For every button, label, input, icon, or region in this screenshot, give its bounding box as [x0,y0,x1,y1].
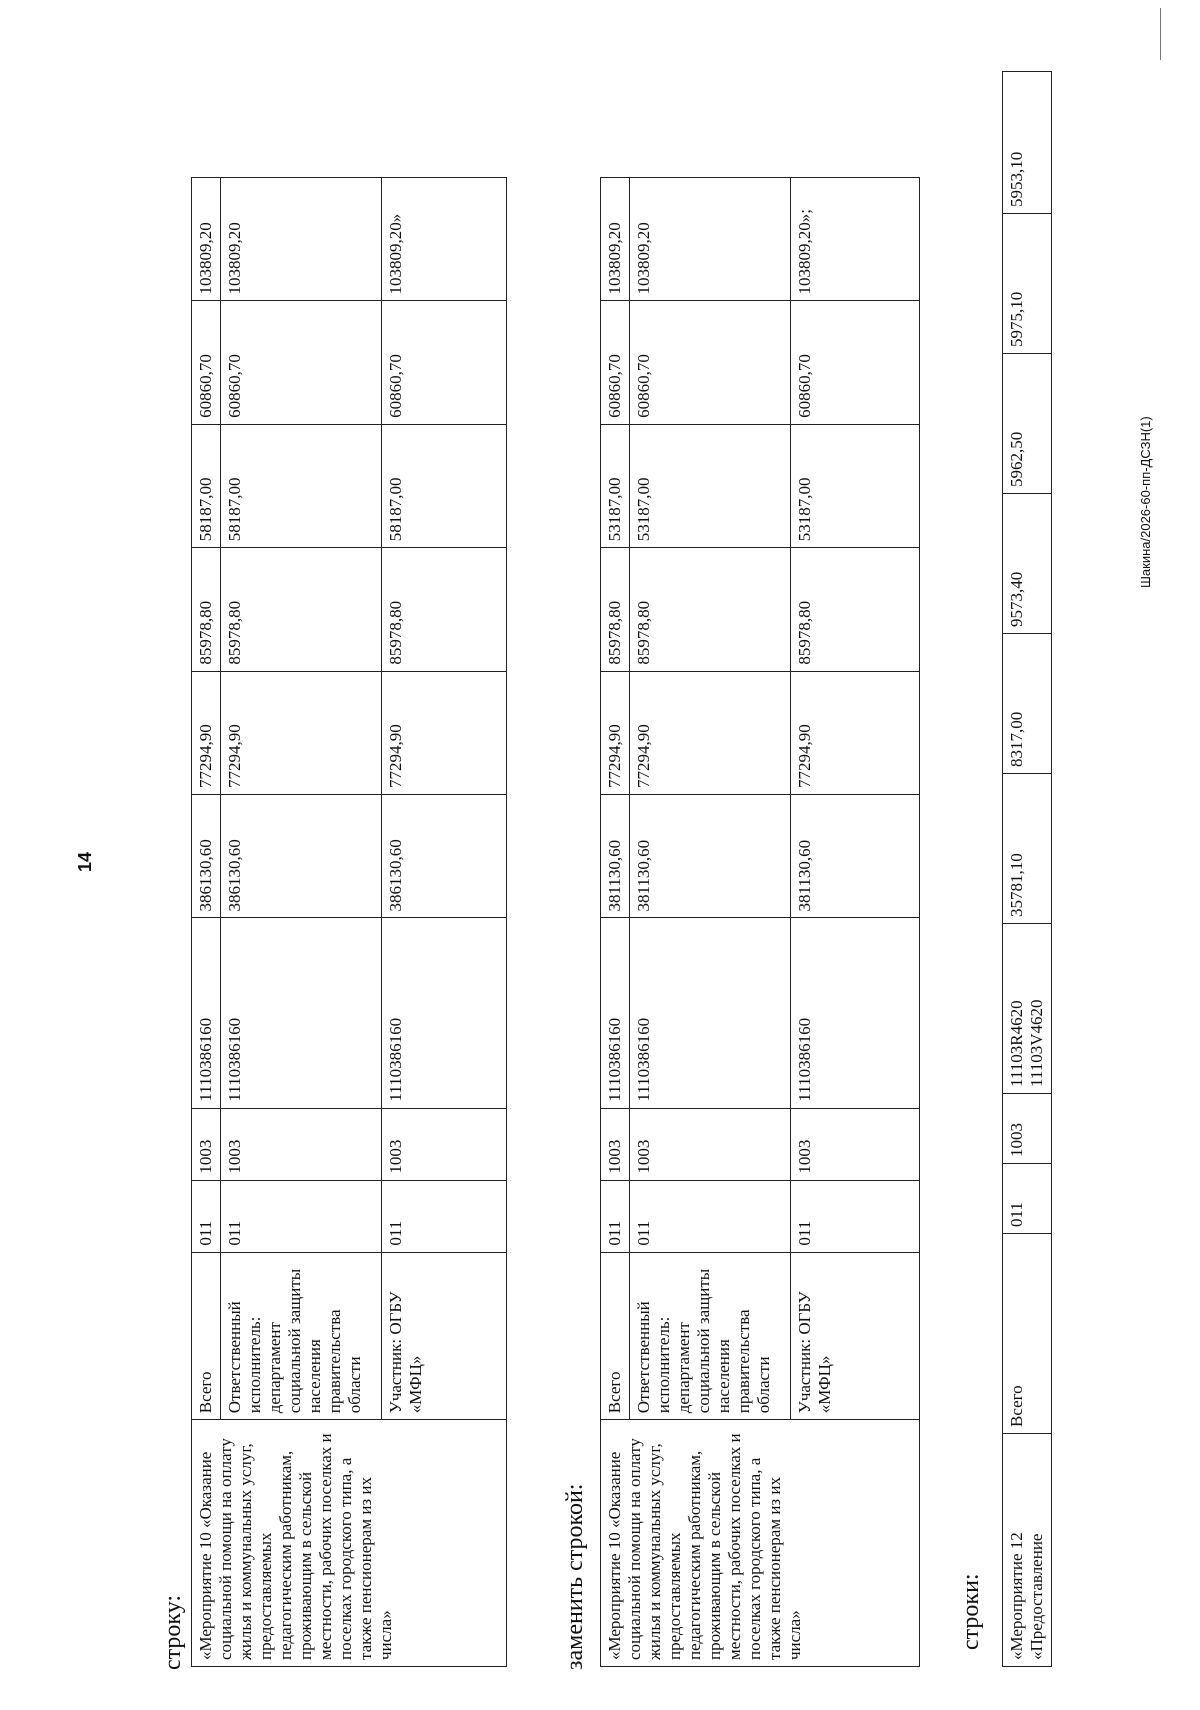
table-row [192,178,221,1667]
value-cell: 103809,20 [630,178,791,301]
value-cell: 386130,60 [221,795,382,918]
section-code-cell: 1003 [382,1108,507,1180]
value-cell: 77294,90 [601,671,630,794]
table-replacement-row [600,177,920,1667]
value-cell: 53187,00 [630,424,791,547]
role-cell: Всего [601,1252,630,1420]
value-cell: 103809,20 [192,178,221,301]
section-code-cell: 1003 [192,1108,221,1180]
admin-code-cell: 011 [221,1180,382,1252]
target-code-cell: 1110386160 [601,918,630,1108]
caption-replace-line: строку: [160,1594,186,1670]
value-cell: 77294,90 [192,671,221,794]
target-code-line: 11103V4620 [1027,999,1046,1087]
value-cell: 77294,90 [382,671,507,794]
table-next-row [1002,71,1052,1667]
role-cell: Всего [1003,1234,1052,1434]
role-cell: Ответственный исполнитель: департамент социальной защиты населения правительства области [630,1252,791,1420]
value-cell: 103809,20 [601,178,630,301]
role-cell: Участник: ОГБУ «МФЦ» [791,1252,920,1420]
section-code-cell: 1003 [630,1108,791,1180]
value-cell: 60860,70 [192,301,221,424]
event-name-cell: «Мероприятие 12 «Предоставление [1003,1434,1052,1667]
value-cell: 60860,70 [382,301,507,424]
section-code-cell: 1003 [221,1108,382,1180]
caption-replace-with: заменить строкой: [562,1483,588,1670]
value-cell: 53187,00 [601,424,630,547]
value-cell: 77294,90 [221,671,382,794]
value-cell: 77294,90 [630,671,791,794]
target-code-cell: 1110386160 [791,918,920,1108]
value-cell: 58187,00 [382,424,507,547]
value-cell: 85978,80 [382,548,507,671]
event-name-cell: «Мероприятие 10 «Оказание социальной помощи на оплату жилья и коммунальных услуг, предоставляемых педагогическим работникам, проживающим в сельской местности, рабочих поселках и поселках городского типа, а также пенсионерам из их числа» [192,1420,507,1667]
target-code-cell [1003,924,1052,1094]
value-cell: 5953,10 [1003,72,1052,214]
value-cell: 58187,00 [221,424,382,547]
value-cell: 60860,70 [791,301,920,424]
value-cell: 85978,80 [221,548,382,671]
value-cell: 381130,60 [601,795,630,918]
value-cell: 60860,70 [630,301,791,424]
value-cell: 77294,90 [791,671,920,794]
table-original-row [191,177,507,1667]
document-reference-code: Шакина/2026-60-пп-ДСЗН(1) [1138,416,1153,588]
section-code-cell: 1003 [601,1108,630,1180]
admin-code-cell: 011 [1003,1164,1052,1234]
table-row [1003,72,1052,1667]
value-cell: 5975,10 [1003,214,1052,354]
page-number: 14 [75,851,95,872]
value-cell: 85978,80 [791,548,920,671]
value-cell: 60860,70 [221,301,382,424]
value-cell: 53187,00 [791,424,920,547]
target-code-cell: 1110386160 [192,918,221,1108]
value-cell: 60860,70 [601,301,630,424]
value-cell: 103809,20»; [791,178,920,301]
admin-code-cell: 011 [630,1180,791,1252]
value-cell: 9573,40 [1003,494,1052,634]
caption-lines: строки: [958,1573,984,1650]
value-cell: 8317,00 [1003,634,1052,774]
value-cell: 85978,80 [630,548,791,671]
target-code-cell: 1110386160 [630,918,791,1108]
section-code-cell: 1003 [1003,1094,1052,1164]
event-name-cell: «Мероприятие 10 «Оказание социальной помощи на оплату жилья и коммунальных услуг, предоставляемых педагогическим работникам, проживающим в сельской местности, рабочих поселках и поселках городского типа, а также пенсионерам из их числа» [601,1420,920,1667]
role-cell: Ответственный исполнитель: департамент социальной защиты населения правительства области [221,1252,382,1420]
value-cell: 103809,20» [382,178,507,301]
section-code-cell: 1003 [791,1108,920,1180]
value-cell: 381130,60 [791,795,920,918]
value-cell: 35781,10 [1003,774,1052,924]
target-code-line: 11103R4620 [1007,1000,1026,1087]
value-cell: 386130,60 [192,795,221,918]
admin-code-cell: 011 [382,1180,507,1252]
target-code-cell: 1110386160 [221,918,382,1108]
scan-edge-mark [1160,8,1161,60]
value-cell: 386130,60 [382,795,507,918]
value-cell: 85978,80 [192,548,221,671]
value-cell: 5962,50 [1003,354,1052,494]
role-cell: Участник: ОГБУ «МФЦ» [382,1252,507,1420]
admin-code-cell: 011 [791,1180,920,1252]
role-cell: Всего [192,1252,221,1420]
value-cell: 58187,00 [192,424,221,547]
admin-code-cell: 011 [192,1180,221,1252]
value-cell: 85978,80 [601,548,630,671]
table-row [601,178,630,1667]
value-cell: 381130,60 [630,795,791,918]
target-code-cell: 1110386160 [382,918,507,1108]
value-cell: 103809,20 [221,178,382,301]
admin-code-cell: 011 [601,1180,630,1252]
